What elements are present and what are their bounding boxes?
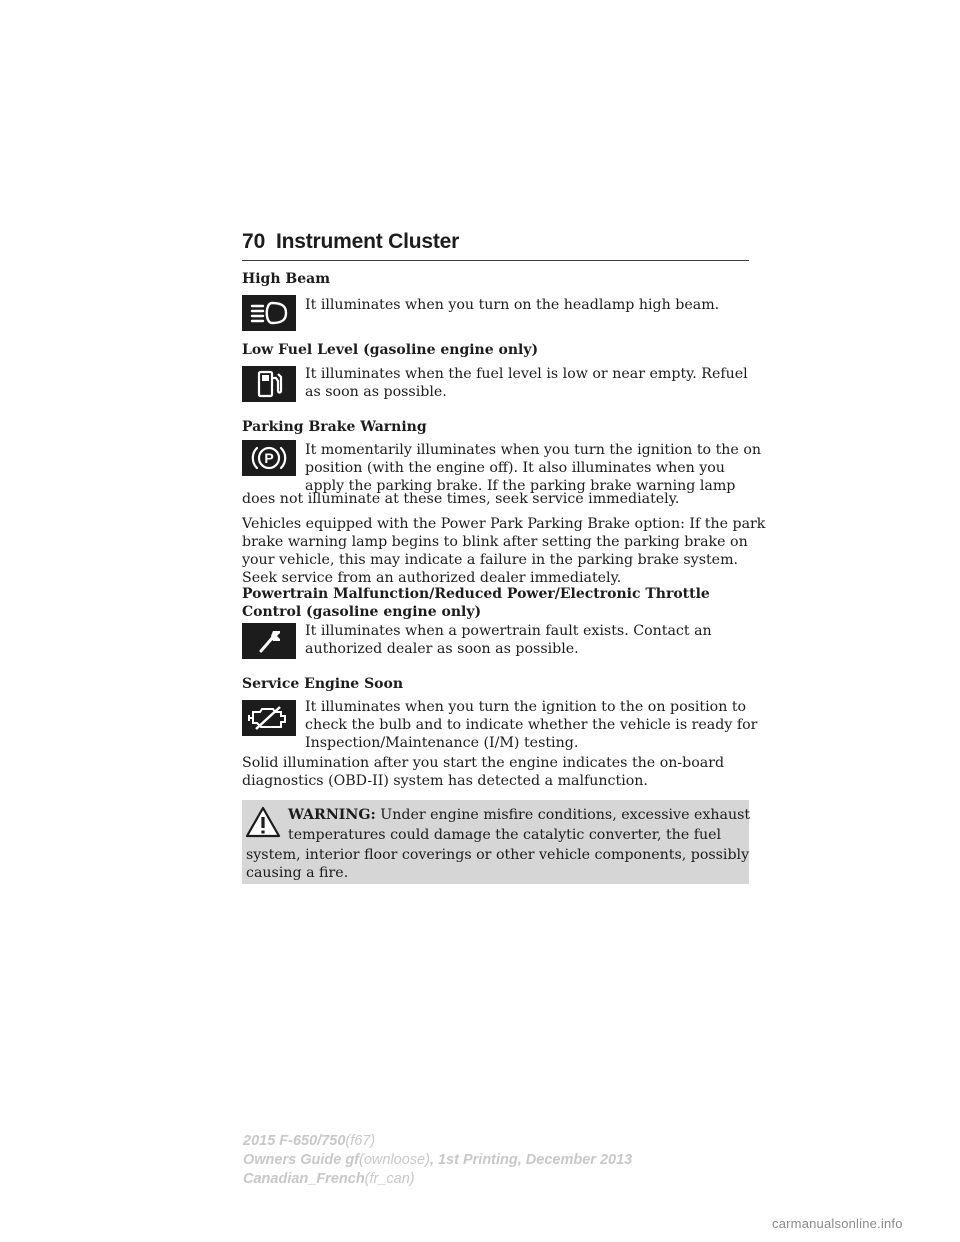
text-line: check the bulb and to indicate whether the vehicle is ready for (305, 717, 758, 733)
service-engine-paragraph (242, 754, 724, 790)
footer-line-2 (243, 1151, 632, 1170)
text-line: Vehicles equipped with the Power Park Parking Brake option: If the park (242, 516, 766, 532)
footer-language-code: (fr_can) (364, 1171, 415, 1187)
low-fuel-heading: Low Fuel Level (gasoline engine only) (242, 342, 539, 358)
high-beam-text (305, 296, 719, 314)
footer-model: 2015 F-650/750 (243, 1133, 346, 1149)
footer-language: Canadian_French (243, 1171, 365, 1187)
warning-label: WARNING: (288, 807, 376, 823)
parking-brake-icon (242, 440, 296, 476)
fuel-pump-icon (242, 366, 296, 402)
text-line: It illuminates when you turn on the headlamp high beam. (305, 297, 720, 313)
text-line: It illuminates when you turn the ignition to the on position to (305, 699, 747, 715)
footer-printing: , 1st Printing, December 2013 (429, 1152, 633, 1168)
powertrain-text (305, 622, 712, 658)
parking-brake-heading: Parking Brake Warning (242, 419, 427, 435)
text-line: Seek service from an authorized dealer immediately. (242, 570, 622, 586)
powertrain-heading (242, 585, 710, 621)
text-line: position (with the engine off). It also illuminates when you (305, 460, 725, 476)
svg-text:P: P (264, 450, 274, 466)
text-line: It illuminates when a powertrain fault exists. Contact an (305, 623, 712, 639)
text-line: authorized dealer as soon as possible. (305, 641, 579, 657)
page-header (242, 230, 749, 261)
high-beam-icon (242, 295, 296, 331)
service-engine-heading: Service Engine Soon (242, 676, 404, 692)
text-line: your vehicle, this may indicate a failure in the parking brake system. (242, 552, 739, 568)
heading-line: Powertrain Malfunction/Reduced Power/Electronic Throttle (242, 586, 710, 602)
low-fuel-text (305, 365, 748, 401)
heading-line: Control (gasoline engine only) (242, 604, 482, 620)
footer-line-3 (243, 1170, 632, 1189)
footer-guide: Owners Guide gf (243, 1152, 360, 1168)
document-footer (243, 1132, 632, 1189)
text-line: as soon as possible. (305, 384, 447, 400)
text-line: brake warning lamp begins to blink after setting the parking brake on (242, 534, 748, 550)
page-number: 70 (242, 230, 266, 253)
warning-line: causing a fire. (246, 865, 349, 881)
high-beam-heading: High Beam (242, 271, 331, 287)
text-line: It illuminates when the fuel level is low or near empty. Refuel (305, 366, 748, 382)
warning-box (242, 800, 749, 884)
check-engine-icon (242, 700, 296, 736)
wrench-icon (242, 623, 296, 659)
parking-brake-paragraph (242, 515, 765, 587)
text-line: diagnostics (OBD-II) system has detected a malfunction. (242, 773, 648, 789)
warning-line: temperatures could damage the catalytic converter, the fuel (288, 827, 722, 843)
service-engine-text (305, 698, 757, 752)
watermark: carmanualsonline.info (772, 1216, 903, 1231)
warning-first-line (288, 806, 750, 824)
page-title: Instrument Cluster (276, 230, 460, 253)
text-line: Solid illumination after you start the engine indicates the on-board (242, 755, 725, 771)
warning-line: system, interior floor coverings or other vehicle components, possibly (246, 847, 750, 863)
parking-brake-text-cont: does not illuminate at these times, seek service immediately. (242, 491, 680, 507)
parking-brake-text (305, 441, 761, 495)
warning-text: Under engine misfire conditions, excessive exhaust (380, 807, 751, 823)
footer-guide-type: (ownloose) (359, 1152, 430, 1168)
warning-triangle-icon (245, 806, 281, 838)
text-line: apply the parking brake. If the parking brake warning lamp (305, 478, 736, 494)
text-line: Inspection/Maintenance (I/M) testing. (305, 735, 579, 751)
footer-line-1 (243, 1132, 632, 1151)
footer-model-code: (f67) (345, 1133, 376, 1149)
text-line: It momentarily illuminates when you turn the ignition to the on (305, 442, 762, 458)
